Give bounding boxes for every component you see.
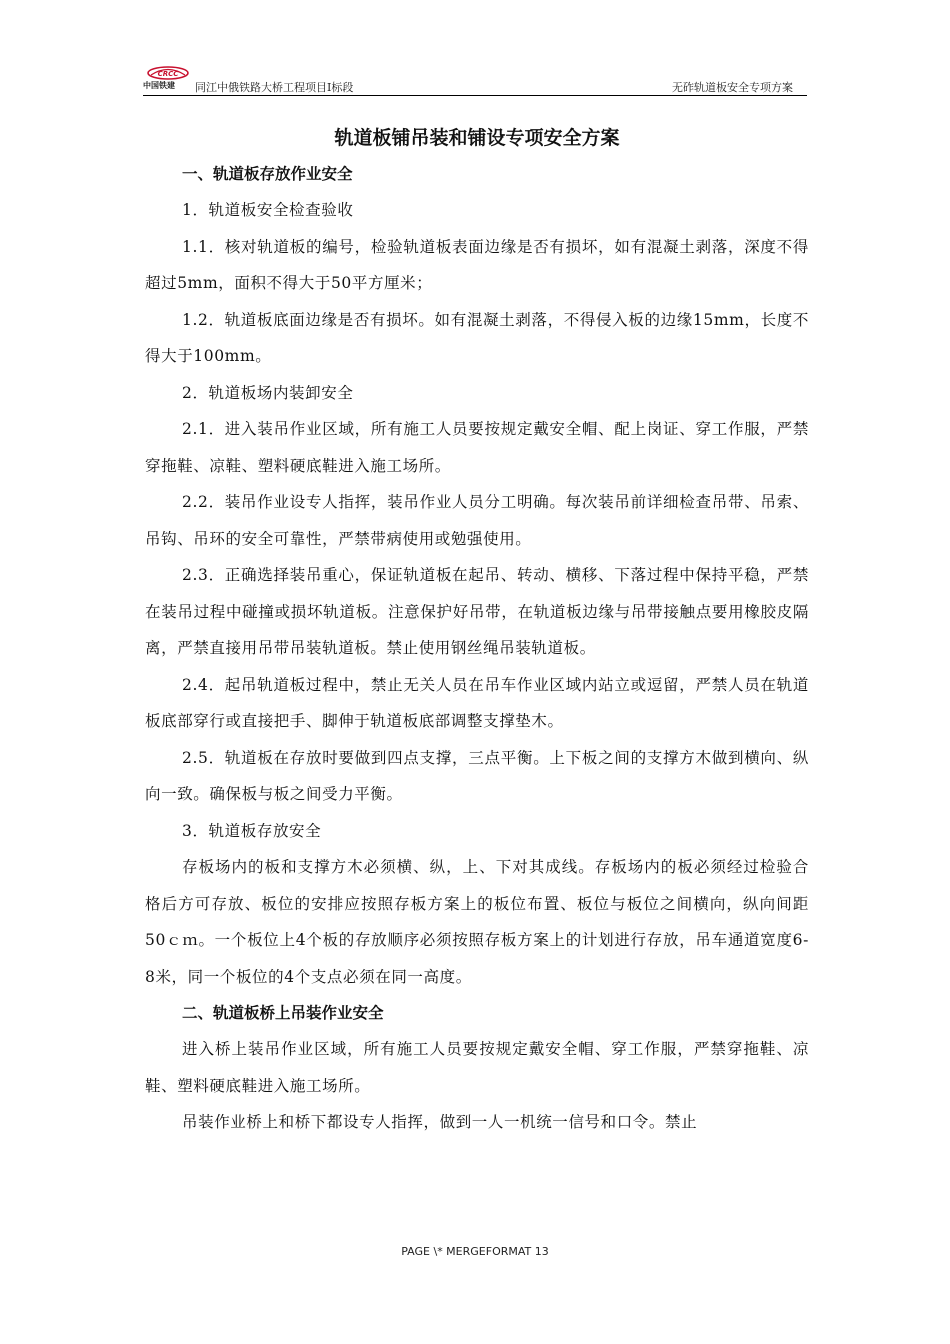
svg-text:CRCC: CRCC xyxy=(157,70,179,78)
paragraph: 存板场内的板和支撑方木必须横、纵，上、下对其成线。存板场内的板必须经过检验合格后方可存放、板位的安排应按照存板方案上的板位布置、板位与板位之间横向，纵向间距50ｃｍ。一个板位上4个板的存放顺序必须按照存板方案上的计划进行存放，吊车通道宽度6-8米，同一个板位的4个支点必须在同一高度。 xyxy=(145,858,809,986)
paragraph: 3．轨道板存放安全 xyxy=(182,821,322,840)
paragraph: 1．轨道板安全检查验收 xyxy=(182,201,354,219)
document-title: 轨道板铺吊装和铺设专项安全方案 xyxy=(334,127,620,149)
crcc-logo-icon xyxy=(147,66,189,80)
paragraph: 2.1．进入装吊作业区域，所有施工人员要按规定戴安全帽、配上岗证、穿工作服，严禁穿拖鞋、凉鞋、塑料硬底鞋进入施工场所。 xyxy=(145,420,809,475)
paragraph: 2.5．轨道板在存放时要做到四点支撑，三点平衡。上下板之间的支撑方木做到横向、纵向一致。确保板与板之间受力平衡。 xyxy=(145,748,809,803)
document-body xyxy=(145,120,809,1141)
section-heading: 一、轨道板存放作业安全 xyxy=(182,165,353,183)
paragraph: 1.2．轨道板底面边缘是否有损坏。如有混凝土剥落，不得侵入板的边缘15mm，长度不得大于100mm。 xyxy=(145,310,809,365)
paragraph: 2.3．正确选择装吊重心，保证轨道板在起吊、转动、横移、下落过程中保持平稳，严禁在装吊过程中碰撞或损坏轨道板。注意保护好吊带，在轨道板边缘与吊带接触点要用橡胶皮隔离，严禁直接用吊带吊装轨道板。禁止使用钢丝绳吊装轨道板。 xyxy=(145,566,809,657)
header-divider xyxy=(143,95,807,96)
section-heading: 二、轨道板桥上吊装作业安全 xyxy=(182,1004,384,1022)
page-footer: PAGE \* MERGEFORMAT 13 xyxy=(401,1245,549,1258)
page-header xyxy=(143,66,807,96)
paragraph: 2.4．起吊轨道板过程中，禁止无关人员在吊车作业区域内站立或逗留，严禁人员在轨道板底部穿行或直接把手、脚伸于轨道板底部调整支撑垫木。 xyxy=(145,675,809,730)
header-project-name: 同江中俄铁路大桥工程项目Ⅰ标段 xyxy=(195,81,354,94)
logo-text: 中国铁建 xyxy=(143,81,175,90)
crcc-logo xyxy=(143,66,195,92)
paragraph: 吊装作业桥上和桥下都设专人指挥，做到一人一机统一信号和口令。禁止 xyxy=(182,1113,698,1131)
paragraph: 进入桥上装吊作业区域，所有施工人员要按规定戴安全帽、穿工作服，严禁穿拖鞋、凉鞋、塑料硬底鞋进入施工场所。 xyxy=(145,1040,809,1095)
header-document-name: 无砟轨道板安全专项方案 xyxy=(672,81,793,94)
paragraph: 1.1．核对轨道板的编号，检验轨道板表面边缘是否有损坏，如有混凝土剥落，深度不得超过5mm，面积不得大于50平方厘米； xyxy=(145,237,809,292)
paragraph: 2．轨道板场内装卸安全 xyxy=(182,383,354,402)
document-blocks xyxy=(145,156,809,1141)
paragraph: 2.2．装吊作业设专人指挥，装吊作业人员分工明确。每次装吊前详细检查吊带、吊索、吊钩、吊环的安全可靠性，严禁带病使用或勉强使用。 xyxy=(145,493,809,548)
